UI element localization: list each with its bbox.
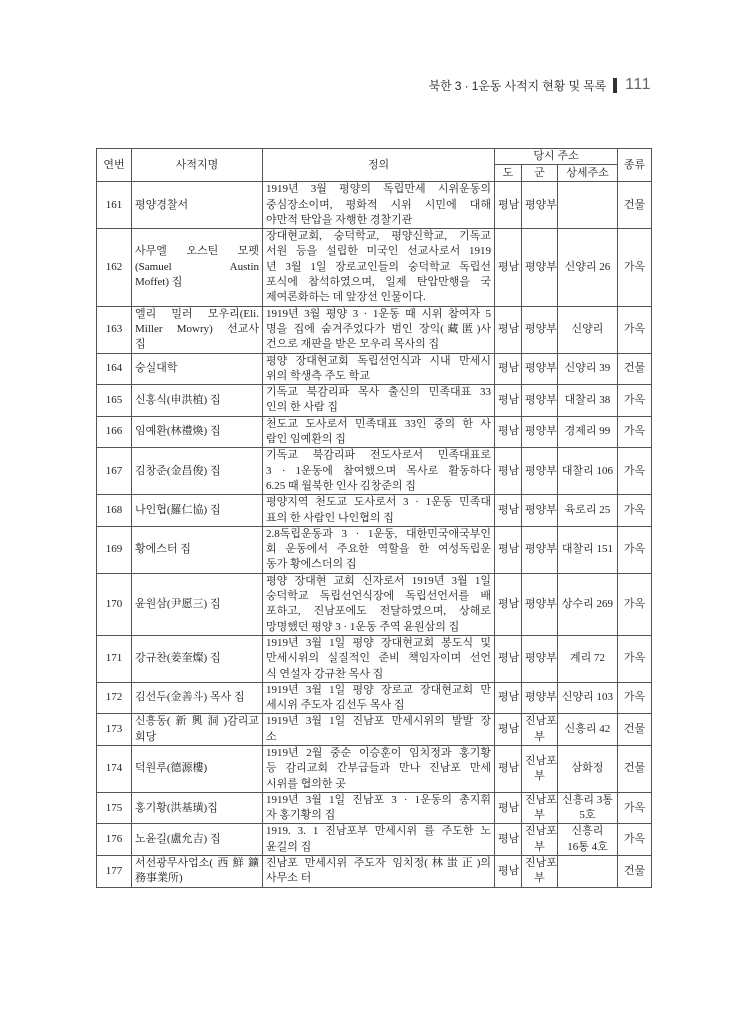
cell-province: 평남: [495, 229, 522, 306]
cell-detail-address: [558, 495, 618, 527]
cell-line: 1919년 3월 평양 3 · 1운동 때 시위 참여자 5: [266, 307, 491, 320]
cell-line: 1919년 3월 1일 평양 장로교 장대현교회 만: [266, 683, 491, 696]
cell-type: 건물: [618, 353, 652, 385]
cell-line: 시위를 협의한 곳: [266, 777, 346, 790]
table-row: [97, 792, 652, 824]
cell-line: 회당: [135, 730, 157, 743]
cell-definition: [263, 573, 495, 635]
cell-no: 165: [97, 385, 132, 417]
cell-line: 명을 집에 숨겨주었다가 범인 장익(藏匿)사: [266, 322, 491, 335]
table-row: [97, 824, 652, 856]
cell-line: 나인협(羅仁協) 집: [135, 503, 221, 516]
cell-line: 2.8독립운동과 3 · 1운동, 대한민국애국부인: [266, 527, 491, 540]
table-row: [97, 416, 652, 448]
cell-county: [522, 495, 558, 527]
cell-no: 173: [97, 714, 132, 746]
cell-county: [522, 745, 558, 792]
col-header-detail-address: 상세주소: [558, 165, 618, 182]
cell-line: 대찰리 151: [561, 543, 614, 556]
cell-line: 신흥리 42: [564, 723, 611, 736]
cell-line: 신양리 26: [564, 260, 611, 273]
cell-line: 신양리: [571, 322, 604, 335]
table-row: [97, 306, 652, 353]
cell-line: 평양부: [525, 425, 557, 438]
col-header-name: 사적지명: [132, 149, 263, 182]
cell-line: 계리 72: [569, 652, 605, 665]
cell-line: 평양부: [525, 597, 557, 610]
cell-no: 164: [97, 353, 132, 385]
cell-county: [522, 792, 558, 824]
cell-line: 포식에 참석하였으며, 일제 탄압만행을 국: [266, 276, 491, 289]
cell-line: 천도교 도사로서 민족대표 33인 중의 한 사: [266, 417, 491, 430]
cell-line: 장대현교회, 숭덕학교, 평양신학교, 기독교: [266, 230, 491, 243]
cell-type: 가옥: [618, 448, 652, 495]
cell-county: [522, 385, 558, 417]
cell-definition: [263, 526, 495, 573]
cell-detail-address: [558, 792, 618, 824]
cell-line: 건으로 재판을 받은 모우리 목사의 집: [266, 338, 440, 351]
cell-line: Miller Mowry) 선교사: [135, 322, 259, 335]
cell-no: 168: [97, 495, 132, 527]
cell-province: 평남: [495, 856, 522, 888]
cell-line: 신홍식(申洪植) 집: [135, 393, 221, 406]
cell-line: 부: [534, 769, 545, 782]
col-header-no: 연번: [97, 149, 132, 182]
cell-definition: [263, 495, 495, 527]
cell-line: 람인 임예환의 집: [266, 433, 346, 446]
cell-line: 평양부: [525, 322, 557, 335]
cell-line: 윤원삼(尹愿三) 집: [135, 597, 221, 610]
cell-line: 김선두(金善斗) 목사 집: [135, 691, 245, 704]
cell-province: 평남: [495, 526, 522, 573]
cell-province: 평남: [495, 448, 522, 495]
cell-line: 평양지역 천도교 도사로서 3 · 1운동 민족대: [266, 496, 491, 509]
cell-line: 1919년 2월 중순 이승훈이 임치정과 홍기황: [266, 746, 491, 759]
cell-line: 식 연설자 강규찬 목사 집: [266, 667, 384, 680]
cell-definition: [263, 182, 495, 229]
cell-county: [522, 416, 558, 448]
cell-detail-address: [558, 229, 618, 306]
cell-line: 신흥리: [571, 825, 604, 838]
cell-definition: [263, 856, 495, 888]
cell-line: 신양리 103: [561, 691, 614, 704]
table-row: [97, 635, 652, 682]
cell-line: 제여론화하는 데 앞장선 인물이다.: [266, 291, 426, 304]
cell-line: 소: [266, 730, 277, 743]
cell-name: [132, 416, 263, 448]
cell-line: 대찰리 38: [564, 393, 611, 406]
cell-line: 부: [534, 872, 545, 885]
cell-line: 1919. 3. 1 진남포부 만세시위 를 주도한 노: [266, 825, 491, 838]
table-row: [97, 495, 652, 527]
table-body: [97, 182, 652, 887]
cell-name: [132, 526, 263, 573]
cell-line: 평양부: [525, 691, 557, 704]
cell-line: 대찰리 106: [561, 464, 614, 477]
cell-definition: [263, 448, 495, 495]
cell-line: 1919년 3월 1일 평양 장대현교회 봉도식 및: [266, 636, 491, 649]
cell-line: 평양경찰서: [135, 198, 189, 211]
cell-no: 162: [97, 229, 132, 306]
cell-no: 167: [97, 448, 132, 495]
cell-line: 평양부: [525, 464, 557, 477]
cell-county: [522, 353, 558, 385]
cell-line: 신양리 39: [564, 362, 611, 375]
cell-province: 평남: [495, 714, 522, 746]
cell-province: 평남: [495, 824, 522, 856]
cell-type: 건물: [618, 714, 652, 746]
cell-no: 170: [97, 573, 132, 635]
cell-definition: [263, 635, 495, 682]
cell-county: [522, 856, 558, 888]
cell-line: 사무소 터: [266, 872, 312, 885]
cell-line: 야만적 탄압을 자행한 경찰기관: [266, 213, 413, 226]
cell-line: 윤길의 집: [266, 840, 312, 853]
cell-line: 동가 황에스더의 집: [266, 558, 357, 571]
cell-line: 세시위 주도자 김선두 목사 집: [266, 699, 405, 712]
cell-name: [132, 682, 263, 714]
cell-line: 서선광무사업소(西鮮鑛: [135, 857, 259, 870]
cell-line: 경제리 99: [564, 425, 611, 438]
cell-line: 평양부: [525, 652, 557, 665]
cell-province: 평남: [495, 416, 522, 448]
cell-line: 엘리 밀러 모우리(Eli.: [135, 307, 259, 320]
cell-no: 175: [97, 792, 132, 824]
cell-type: 가옥: [618, 526, 652, 573]
cell-no: 177: [97, 856, 132, 888]
cell-line: 집: [135, 338, 146, 351]
cell-line: 부: [534, 730, 545, 743]
cell-name: [132, 824, 263, 856]
table-row: [97, 714, 652, 746]
col-header-county: 군: [522, 165, 558, 182]
cell-line: 務事業所): [135, 872, 183, 885]
cell-province: 평남: [495, 495, 522, 527]
cell-detail-address: [558, 573, 618, 635]
cell-county: [522, 573, 558, 635]
cell-no: 176: [97, 824, 132, 856]
table-row: [97, 682, 652, 714]
cell-type: 가옥: [618, 635, 652, 682]
heritage-sites-table: [96, 148, 652, 888]
cell-name: [132, 792, 263, 824]
page-number: 111: [625, 76, 651, 93]
cell-province: 평남: [495, 353, 522, 385]
cell-province: 평남: [495, 385, 522, 417]
cell-province: 평남: [495, 182, 522, 229]
cell-line: 신흥동(新興洞)감리교: [135, 715, 259, 728]
cell-name: [132, 182, 263, 229]
cell-detail-address: [558, 745, 618, 792]
cell-line: 진남포: [525, 857, 557, 870]
cell-type: 가옥: [618, 306, 652, 353]
table-row: [97, 385, 652, 417]
cell-definition: [263, 792, 495, 824]
cell-type: 가옥: [618, 385, 652, 417]
cell-county: [522, 306, 558, 353]
cell-line: 진남포: [525, 825, 557, 838]
cell-name: [132, 745, 263, 792]
cell-province: 평남: [495, 306, 522, 353]
cell-definition: [263, 682, 495, 714]
cell-name: [132, 573, 263, 635]
cell-detail-address: [558, 856, 618, 888]
cell-line: 서원 등을 설립한 미국인 선교사로서 1919: [266, 245, 491, 258]
cell-line: 1919년 3월 1일 진남포 만세시위의 발발 장: [266, 715, 491, 728]
cell-definition: [263, 714, 495, 746]
cell-type: 건물: [618, 182, 652, 229]
table-row: [97, 573, 652, 635]
cell-definition: [263, 229, 495, 306]
cell-definition: [263, 745, 495, 792]
cell-line: 자 홍기황의 집: [266, 809, 336, 822]
cell-line: 평양 장대현 교회 신자로서 1919년 3월 1일: [266, 574, 491, 587]
cell-line: 기독교 북감리파 전도사로서 민족대표로: [266, 449, 491, 462]
cell-definition: [263, 824, 495, 856]
cell-line: 평양부: [525, 503, 557, 516]
cell-line: 인의 한 사람 집: [266, 401, 339, 414]
cell-line: 평양부: [525, 543, 557, 556]
cell-line: 표의 한 사람인 나인협의 집: [266, 511, 394, 524]
cell-line: 숭덕학교 독립선언식장에 독립선언서를 배: [266, 590, 491, 603]
cell-line: 상수리 269: [561, 597, 614, 610]
cell-type: 가옥: [618, 495, 652, 527]
cell-name: [132, 495, 263, 527]
cell-line: 1919년 3월 평양의 독립만세 시위운동의: [266, 183, 491, 196]
cell-name: [132, 385, 263, 417]
cell-detail-address: [558, 448, 618, 495]
table-row: [97, 856, 652, 888]
cell-name: [132, 714, 263, 746]
cell-line: 포하고, 진남포에도 전달하였으며, 상해로: [266, 605, 491, 618]
cell-line: 황에스터 집: [135, 543, 191, 556]
cell-line: 강규찬(姜奎燦) 집: [135, 652, 221, 665]
cell-county: [522, 448, 558, 495]
cell-province: 평남: [495, 573, 522, 635]
cell-detail-address: [558, 416, 618, 448]
table-header-row: [97, 149, 652, 165]
col-header-province: 도: [495, 165, 522, 182]
cell-county: [522, 182, 558, 229]
col-header-type: 종류: [618, 149, 652, 182]
cell-line: 년 3월 1일 장로교인들의 숭덕학교 독립선: [266, 260, 491, 273]
cell-line: 6.25 때 월북한 인사 김창준의 집: [266, 479, 416, 492]
cell-definition: [263, 385, 495, 417]
cell-county: [522, 526, 558, 573]
cell-name: [132, 635, 263, 682]
cell-line: 부: [534, 809, 545, 822]
cell-line: 3 · 1운동에 참여했으며 목사로 활동하다: [266, 464, 491, 477]
running-header-title: 북한 3 · 1운동 사적지 현황 및 목록: [428, 78, 607, 93]
cell-line: 평양부: [525, 362, 557, 375]
col-header-definition: 정의: [263, 149, 495, 182]
cell-no: 172: [97, 682, 132, 714]
running-header: [429, 76, 651, 94]
cell-line: 1919년 3월 1일 진남포 3 · 1운동의 총지휘: [266, 793, 491, 806]
cell-type: 건물: [618, 745, 652, 792]
cell-line: 숭실대학: [135, 362, 178, 375]
cell-line: 사무엘 오스틴 모펫: [135, 245, 259, 258]
cell-county: [522, 635, 558, 682]
cell-county: [522, 682, 558, 714]
cell-detail-address: [558, 306, 618, 353]
table-row: [97, 353, 652, 385]
cell-detail-address: [558, 182, 618, 229]
cell-line: 평양부: [525, 393, 557, 406]
cell-type: 가옥: [618, 824, 652, 856]
cell-line: 김창준(金昌俊) 집: [135, 464, 221, 477]
cell-line: 중심장소이며, 평화적 시위 시민에 대해: [266, 198, 491, 211]
cell-name: [132, 856, 263, 888]
cell-line: 진남포 만세시위 주도자 임치정(林蚩正)의: [266, 857, 491, 870]
cell-type: 가옥: [618, 682, 652, 714]
cell-line: 위의 학생측 주도 학교: [266, 369, 370, 382]
cell-line: 망명했던 평양 3 · 1운동 주역 윤원삼의 집: [266, 620, 460, 633]
cell-type: 가옥: [618, 573, 652, 635]
cell-province: 평남: [495, 635, 522, 682]
cell-line: 만세시위의 실질적인 준비 책임자이며 선언: [266, 652, 491, 665]
cell-line: 기독교 북감리파 목사 출신의 민족대표 33: [266, 386, 491, 399]
cell-no: 174: [97, 745, 132, 792]
cell-line: 임예환(林禮煥) 집: [135, 425, 221, 438]
cell-no: 171: [97, 635, 132, 682]
cell-definition: [263, 416, 495, 448]
table-row: [97, 448, 652, 495]
cell-name: [132, 353, 263, 385]
table-row: [97, 526, 652, 573]
cell-line: 평양 장대현교회 독립선언식과 시내 만세시: [266, 354, 491, 367]
cell-line: 평양부: [525, 198, 557, 211]
cell-line: 회 운동에서 주요한 역할을 한 여성독립운: [266, 543, 491, 556]
cell-type: 가옥: [618, 229, 652, 306]
cell-line: 5호: [579, 809, 596, 822]
cell-no: 166: [97, 416, 132, 448]
cell-detail-address: [558, 635, 618, 682]
cell-detail-address: [558, 526, 618, 573]
table-header: [97, 149, 652, 182]
cell-county: [522, 229, 558, 306]
cell-definition: [263, 353, 495, 385]
cell-line: 육로리 25: [564, 503, 611, 516]
cell-county: [522, 824, 558, 856]
cell-name: [132, 229, 263, 306]
cell-province: 평남: [495, 792, 522, 824]
cell-detail-address: [558, 353, 618, 385]
table-row: [97, 182, 652, 229]
table-row: [97, 745, 652, 792]
cell-detail-address: [558, 824, 618, 856]
cell-county: [522, 714, 558, 746]
cell-line: 16통 4호: [567, 840, 608, 853]
cell-line: 부: [534, 840, 545, 853]
cell-detail-address: [558, 682, 618, 714]
cell-line: 진남포: [525, 715, 557, 728]
header-divider-bar: [613, 78, 617, 93]
cell-type: 가옥: [618, 416, 652, 448]
cell-line: 삼화정: [571, 762, 604, 775]
cell-line: (Samuel Austin: [135, 260, 259, 273]
cell-line: 덕원루(德源樓): [135, 762, 208, 775]
cell-detail-address: [558, 714, 618, 746]
cell-province: 평남: [495, 682, 522, 714]
cell-name: [132, 306, 263, 353]
cell-type: 건물: [618, 856, 652, 888]
cell-line: 진남포: [525, 754, 557, 767]
cell-type: 가옥: [618, 792, 652, 824]
table-row: [97, 229, 652, 306]
cell-no: 163: [97, 306, 132, 353]
cell-detail-address: [558, 385, 618, 417]
cell-line: 홍기황(洪基璜)집: [135, 801, 218, 814]
cell-line: 신흥리 3통: [562, 793, 613, 806]
cell-no: 169: [97, 526, 132, 573]
cell-province: 평남: [495, 745, 522, 792]
cell-line: 평양부: [525, 260, 557, 273]
cell-no: 161: [97, 182, 132, 229]
cell-definition: [263, 306, 495, 353]
cell-line: 노윤길(盧允吉) 집: [135, 833, 221, 846]
cell-line: 진남포: [525, 793, 557, 806]
col-header-address-group: 당시 주소: [495, 149, 618, 165]
cell-line: Moffet) 집: [135, 276, 183, 289]
cell-name: [132, 448, 263, 495]
cell-line: 등 감리교회 간부급들과 만나 진남포 만세: [266, 762, 491, 775]
